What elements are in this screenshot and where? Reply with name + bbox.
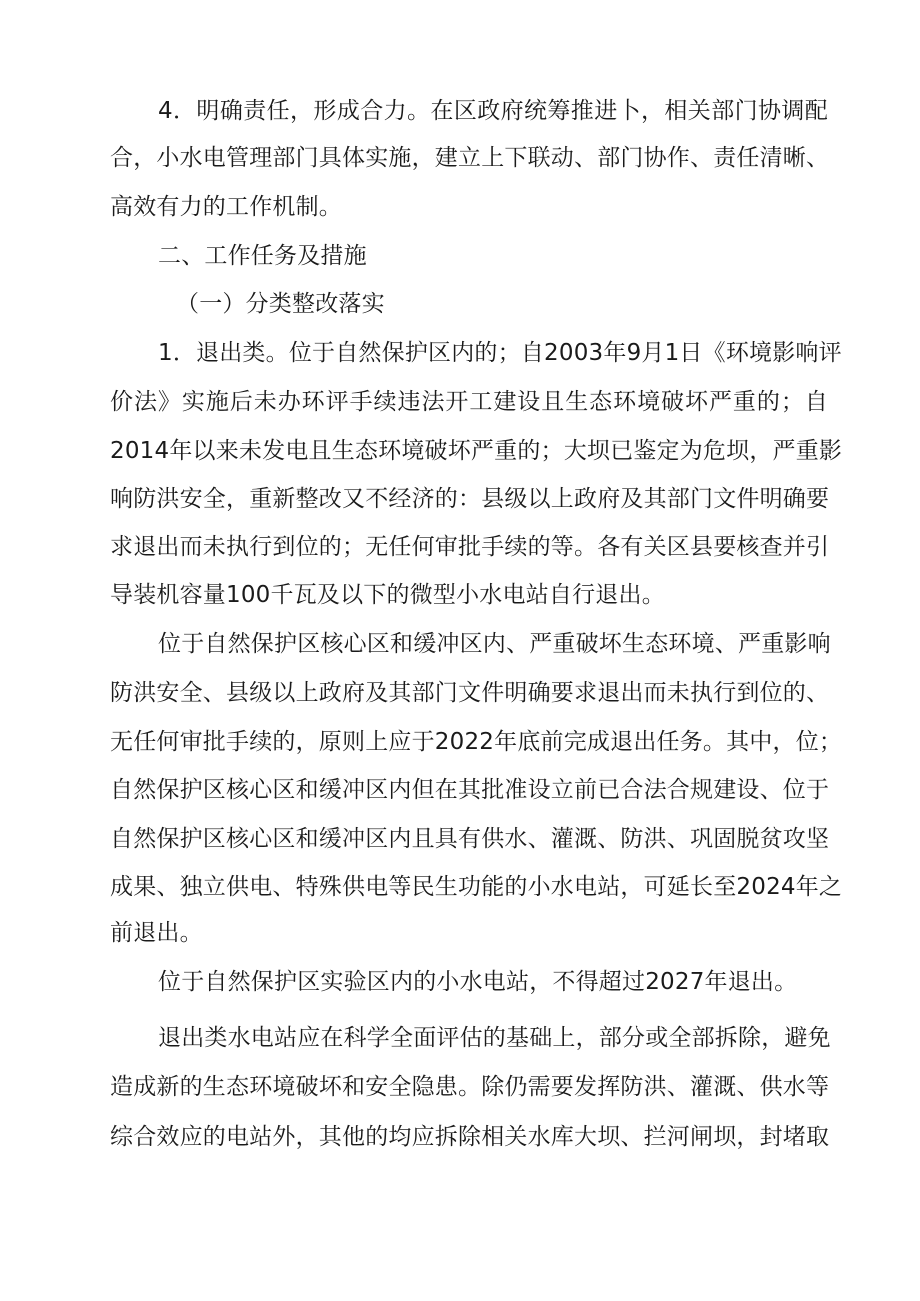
text-line: 导装机容量100千瓦及以下的微型小水电站自行退出。	[110, 582, 665, 608]
text-line: 位于自然保护区核心区和缓冲区内、严重破坏生态环境、严重影响	[158, 631, 831, 657]
text-line: 前退出。	[110, 920, 203, 946]
text-line: 4．明确责任，形成合力。在区政府统筹推进卜，相关部门协调配	[158, 98, 828, 124]
subsection-heading: （一）分类整改落实	[176, 291, 385, 317]
section-heading: 二、工作任务及措施	[158, 243, 367, 269]
text-line: 合，小水电管理部门具体实施，建立上下联动、部门协作、责任清晰、	[110, 145, 830, 171]
text-line: 自然保护区核心区和缓冲区内且具有供水、灌溉、防洪、巩固脱贫攻坚	[110, 826, 830, 852]
text-line: 自然保护区核心区和缓冲区内但在其批准设立前已合法合规建设、位于	[110, 777, 830, 803]
text-line: 价法》实施后未办环评手续违法开工建设且生态环境破坏严重的；自	[110, 389, 828, 415]
text-line: 高效有力的工作机制。	[110, 194, 342, 220]
text-line: 综合效应的电站外，其他的均应拆除相关水库大坝、拦河闸坝，封堵取	[110, 1124, 830, 1150]
text-line: 无任何审批手续的，原则上应于2022年底前完成退出任务。其中，位；	[110, 729, 843, 755]
text-line: 位于自然保护区实验区内的小水电站，不得超过2027年退出。	[158, 969, 798, 995]
text-line: 2014年以来未发电且生态环境破坏严重的；大坝已鉴定为危坝，严重影	[110, 438, 843, 464]
text-line: 成果、独立供电、特殊供电等民生功能的小水电站，可延长至2024年之	[110, 874, 843, 900]
text-line: 1．退出类。位于自然保护区内的；自2003年9月1日《环境影响评	[158, 340, 842, 366]
text-line: 造成新的生态环境破坏和安全隐患。除仍需要发挥防洪、灌溉、供水等	[110, 1074, 830, 1100]
text-line: 退出类水电站应在科学全面评估的基础上，部分或全部拆除，避免	[158, 1025, 831, 1051]
text-line: 求退出而未执行到位的；无任何审批手续的等。各有关区县要核查并引	[110, 534, 830, 560]
text-line: 防洪安全、县级以上政府及其部门文件明确要求退出而未执行到位的、	[110, 680, 830, 706]
text-line: 响防洪安全，重新整改又不经济的：县级以上政府及其部门文件明确要	[110, 486, 830, 512]
